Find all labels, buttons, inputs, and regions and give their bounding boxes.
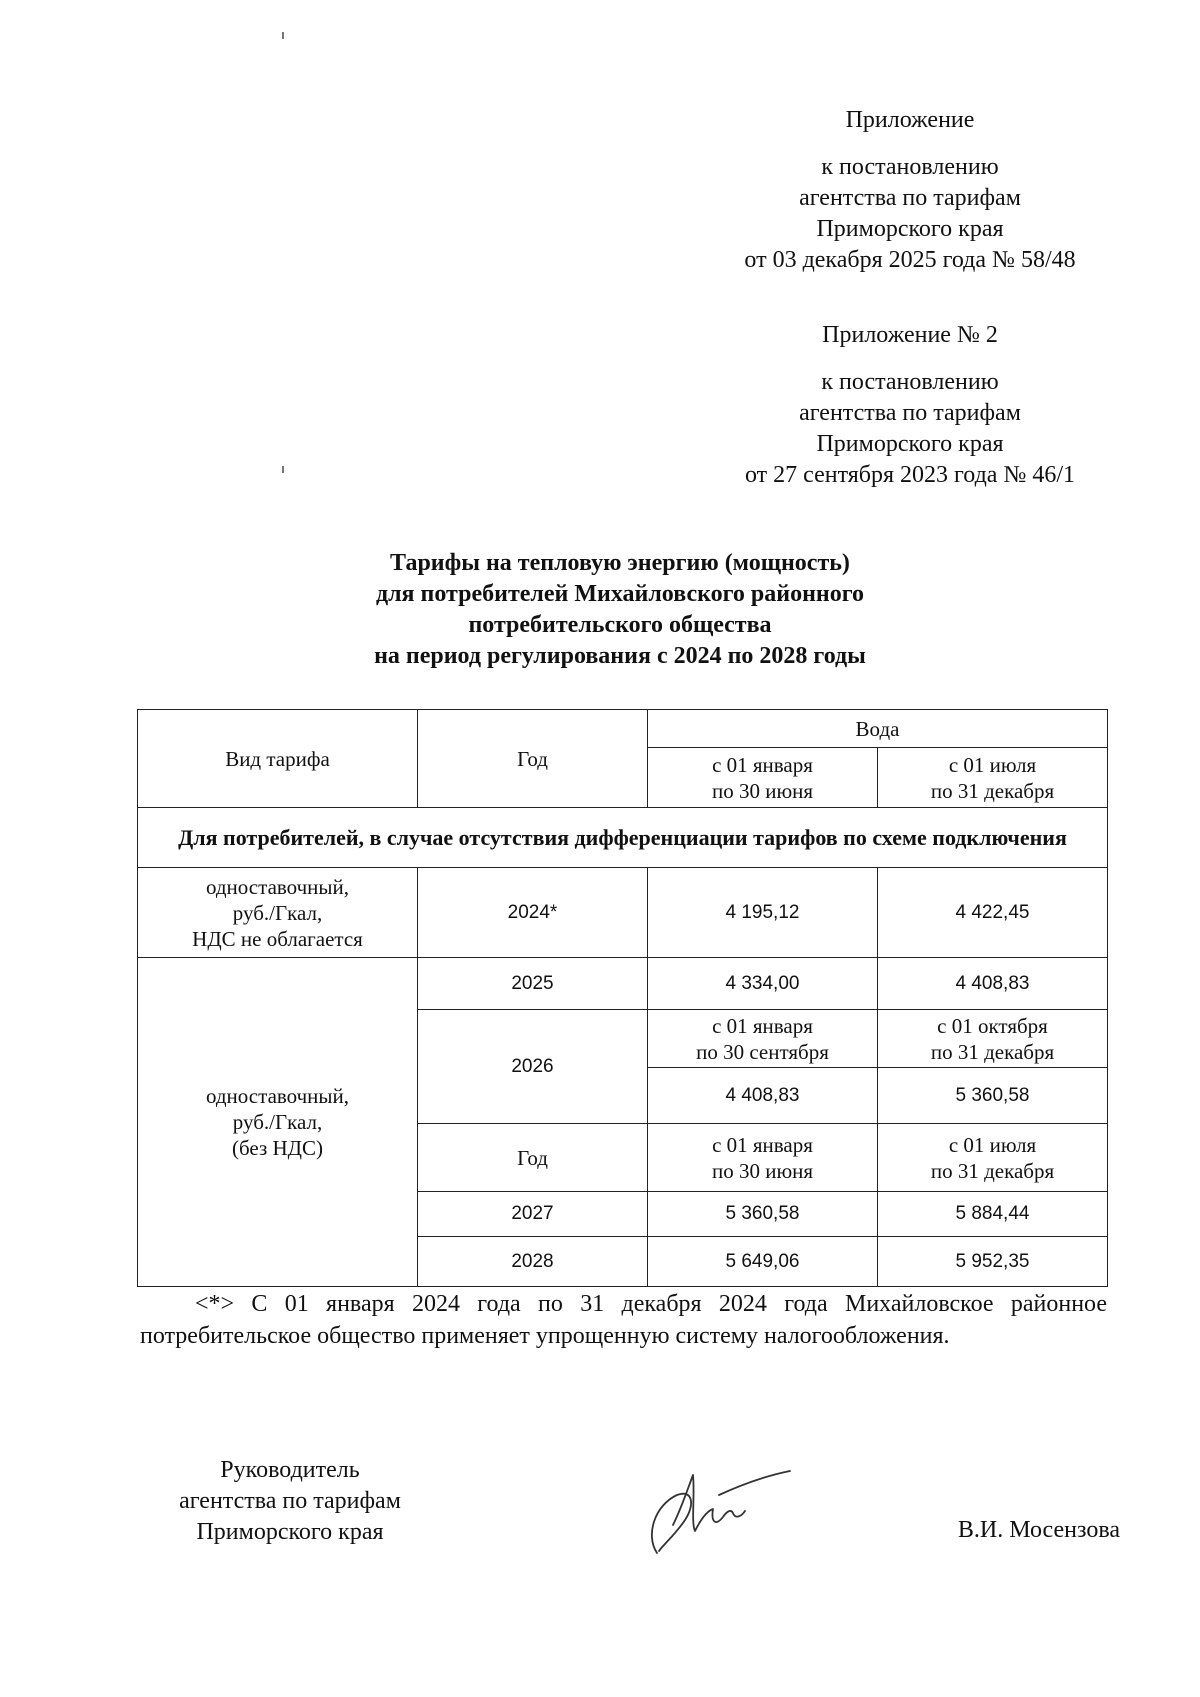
signer-title-line: агентства по тарифам: [179, 1488, 401, 1514]
title-line: на период регулирования с 2024 по 2028 годы: [374, 643, 866, 669]
value-cell: 5 649,06: [648, 1237, 878, 1287]
signer-title-line: Приморского края: [196, 1519, 384, 1545]
scan-speck: [282, 32, 284, 39]
appendix-line: к постановлению: [821, 154, 999, 180]
appendix-heading: Приложение: [845, 107, 975, 133]
year-cell: 2025: [418, 958, 648, 1010]
header-water: Вода: [648, 710, 1108, 748]
period-cell: с 01 октября по 31 декабря: [878, 1010, 1108, 1068]
header-tariff-type: Вид тарифа: [138, 710, 418, 808]
value-cell: 5 360,58: [878, 1068, 1108, 1124]
value-cell: 5 952,35: [878, 1237, 1108, 1287]
appendix-header-current: [690, 105, 1130, 276]
section-heading: Для потребителей, в случае отсутствия дифференциации тарифов по схеме подключения: [138, 808, 1108, 868]
appendix-line: Приморского края: [816, 431, 1004, 457]
signer-title: [140, 1455, 440, 1548]
tariff-type-cell: одноставочный, руб./Гкал, (без НДС): [138, 958, 418, 1287]
value-cell: 4 334,00: [648, 958, 878, 1010]
year-cell: 2028: [418, 1237, 648, 1287]
header-year: Год: [418, 710, 648, 808]
value-cell: 4 408,83: [878, 958, 1108, 1010]
appendix-heading: Приложение № 2: [822, 322, 998, 348]
year-cell: 2026: [418, 1010, 648, 1124]
value-cell: 5 884,44: [878, 1192, 1108, 1237]
scan-speck: [282, 466, 284, 473]
header-period-1: с 01 января по 30 июня: [648, 748, 878, 808]
value-cell: 4 408,83: [648, 1068, 878, 1124]
table-row: [138, 958, 1108, 1010]
appendix-line: агентства по тарифам: [799, 185, 1021, 211]
signer-name: В.И. Мосензова: [957, 1517, 1120, 1543]
appendix-line: агентства по тарифам: [799, 400, 1021, 426]
tariff-table: [137, 709, 1108, 1287]
title-line: для потребителей Михайловского районного: [375, 581, 865, 607]
appendix-line: от 27 сентября 2023 года № 46/1: [744, 462, 1076, 488]
year-cell: 2024*: [418, 868, 648, 958]
year-cell: 2027: [418, 1192, 648, 1237]
value-cell: 4 195,12: [648, 868, 878, 958]
appendix-header-original: [690, 320, 1130, 491]
section-row: [138, 808, 1108, 868]
value-cell: 4 422,45: [878, 868, 1108, 958]
appendix-line: от 03 декабря 2025 года № 58/48: [744, 247, 1076, 273]
subheader-year: Год: [418, 1124, 648, 1192]
signer-title-line: Руководитель: [220, 1457, 360, 1483]
subheader-period-1: с 01 января по 30 июня: [648, 1124, 878, 1192]
handwritten-signature: [615, 1465, 795, 1565]
title-line: Тарифы на тепловую энергию (мощность): [390, 550, 850, 576]
document-title: [260, 548, 980, 672]
subheader-period-2: с 01 июля по 31 декабря: [878, 1124, 1108, 1192]
title-line: потребительского общества: [468, 612, 772, 638]
table-header-row: [138, 710, 1108, 748]
period-cell: с 01 января по 30 сентября: [648, 1010, 878, 1068]
value-cell: 5 360,58: [648, 1192, 878, 1237]
table-row: [138, 868, 1108, 958]
appendix-line: к постановлению: [821, 369, 999, 395]
tariff-type-cell: одноставочный, руб./Гкал, НДС не облагается: [138, 868, 418, 958]
header-period-2: с 01 июля по 31 декабря: [878, 748, 1108, 808]
appendix-line: Приморского края: [816, 216, 1004, 242]
footnote: <*> С 01 января 2024 года по 31 декабря 2024 года Михайловское районное потребительское общество применяет упрощенную систему налогообложения.: [140, 1291, 1107, 1349]
